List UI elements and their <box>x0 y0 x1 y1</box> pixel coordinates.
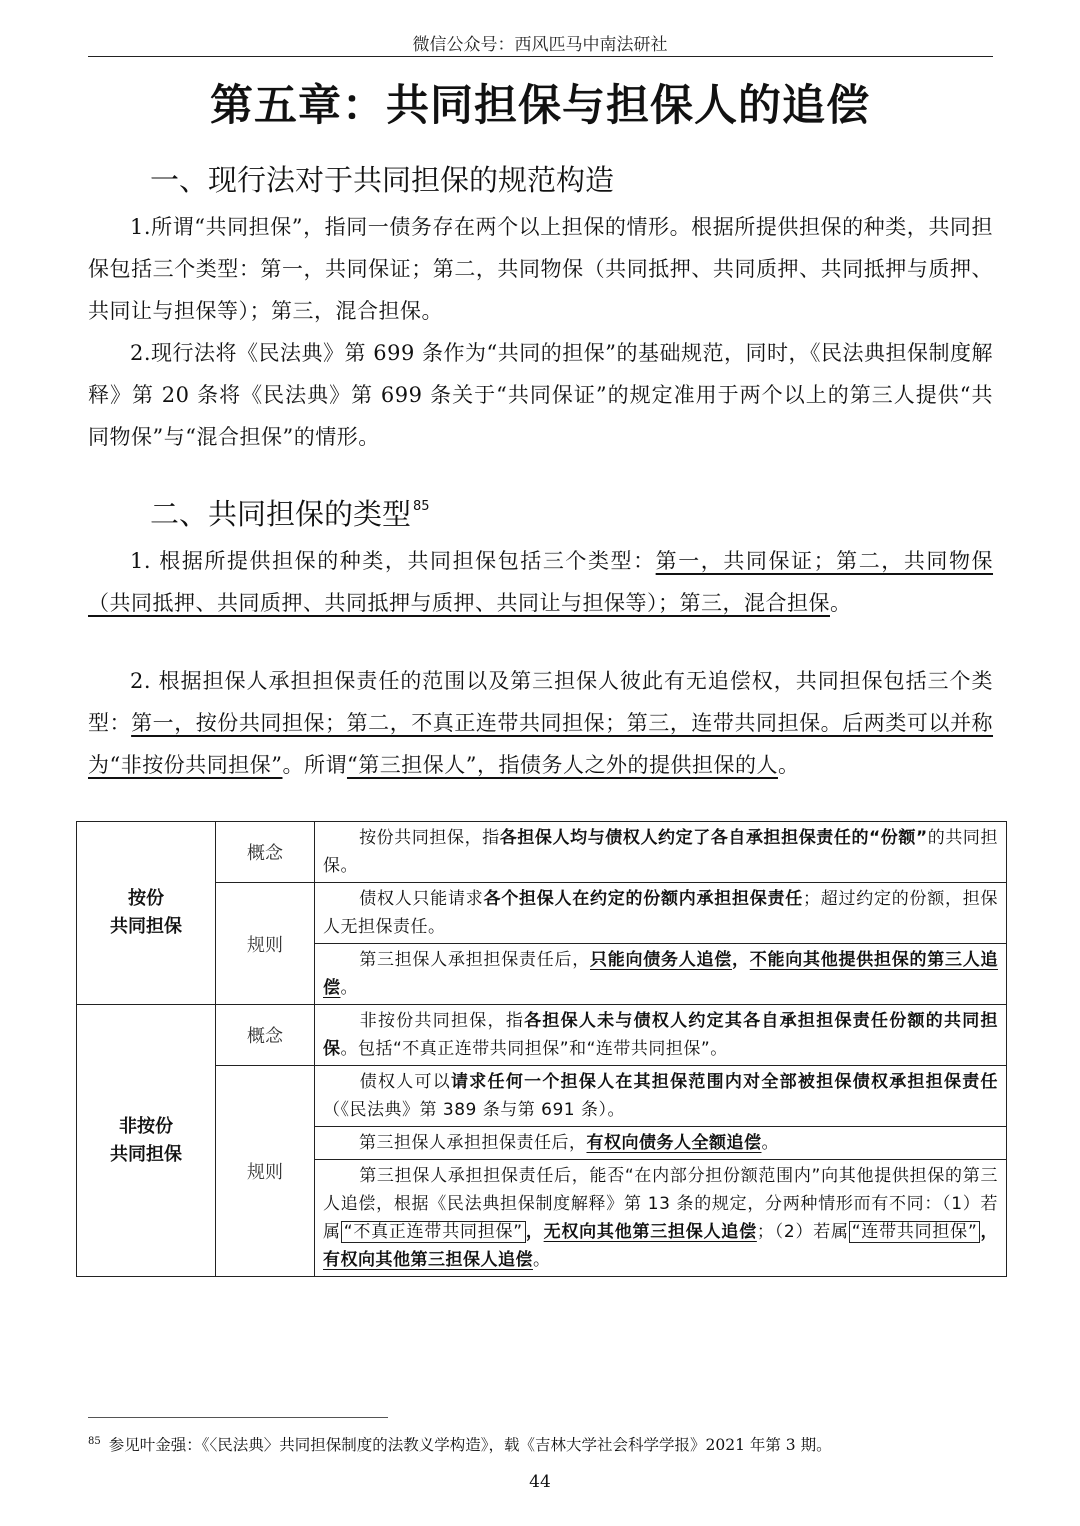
section-2-p1-lead: 1. 根据所提供担保的种类，共同担保包括三个类型： <box>130 549 656 573</box>
r7-e: ， <box>980 1222 999 1242</box>
r3-a: 第三担保人承担担保责任后， <box>359 950 590 970</box>
non-proportional-rule-1-cell <box>315 1066 1007 1127</box>
r3-b: 只能向债务人追偿 <box>590 950 732 970</box>
category-proportional <box>77 822 216 1005</box>
r6-a: 第三担保人承担担保责任后， <box>359 1133 587 1153</box>
boxed-term-2: “连带共同担保” <box>849 1221 981 1243</box>
r7-c: 无权向其他第三担保人追偿 <box>543 1222 757 1242</box>
r1-a: 按份共同担保，指 <box>359 828 500 848</box>
r4-a: 非按份共同担保，指 <box>359 1011 525 1031</box>
r1-b: 各担保人均与债权人约定了各自承担担保责任的“份额” <box>499 828 928 848</box>
table-row <box>77 1066 1007 1127</box>
page-number: 44 <box>529 1472 551 1492</box>
r2-a: 债权人只能请求 <box>359 889 484 909</box>
header-rule <box>88 56 993 57</box>
footnote-number: 85 <box>88 1436 101 1447</box>
section-2-p2-underlined-1: 第一，按份共同担保；第二，不真正连带共同担保；第三，连带共同担保。后两类可以并称为“非按份共同担保” <box>88 711 994 777</box>
footnote <box>88 1433 832 1455</box>
section-2-p2-lead: 2. 根据担保人承担担保责任的范围以及第三担保人彼此有无追偿权，共同担保包括三个类型： <box>88 669 993 735</box>
r7-g: 。 <box>533 1250 551 1270</box>
r7-b: ， <box>525 1222 544 1242</box>
r2-b: 各个担保人在约定的份额内承担担保责任 <box>483 889 803 909</box>
section-2-paragraph-1 <box>88 540 993 624</box>
chapter-title: 第五章：共同担保与担保人的追偿 <box>210 81 870 131</box>
r5-a: 债权人可以 <box>359 1072 452 1092</box>
section-2-paragraph-2 <box>88 660 993 786</box>
r6-c: 。 <box>761 1133 779 1153</box>
page-header: 微信公众号：西风匹马中南法研社 <box>412 35 668 55</box>
category-proportional-line-2: 共同担保 <box>110 916 182 937</box>
section-2-p1-underlined: 第一，共同保证；第二，共同物保（共同抵押、共同质押、共同抵押与质押、共同让与担保等）；第三，混合担保 <box>88 549 994 615</box>
non-proportional-concept-cell <box>315 1005 1007 1066</box>
r5-b: 请求任何一个担保人在其担保范围内对全部被担保债权承担担保责任 <box>451 1072 999 1092</box>
concept-label: 概念 <box>216 822 315 883</box>
boxed-term-1: “不真正连带共同担保” <box>341 1221 526 1243</box>
r5-c: （《民法典》第 389 条与第 691 条）。 <box>323 1100 626 1120</box>
non-proportional-rule-2-cell <box>315 1127 1007 1160</box>
r7-a: 第三担保人承担担保责任后，能否“在内部分担份额范围内”向其他提供担保的第三人追偿，根据《民法典担保制度解释》第 13 条的规定，分两种情形而有不同：（1）若属 <box>323 1166 998 1242</box>
section-1-paragraph-2-text: 2.现行法将《民法典》第 699 条作为“共同的担保”的基础规范，同时，《民法典担保制度解释》第 20 条将《民法典》第 699 条关于“共同保证”的规定准用于两个以上的第三人提供“共同物保”与“混合担保”的情形。 <box>88 341 993 449</box>
proportional-rule-2-cell <box>315 944 1007 1005</box>
table-row <box>77 883 1007 944</box>
section-2-p2-underlined-2: “第三担保人”，指债务人之外的提供担保的人 <box>346 753 778 777</box>
section-1-paragraph-1-text: 1.所谓“共同担保”，指同一债务存在两个以上担保的情形。根据所提供担保的种类，共同担保包括三个类型：第一，共同保证；第二，共同物保（共同抵押、共同质押、共同抵押与质押、共同让与担保等）；第三，混合担保。 <box>88 215 993 323</box>
table-row <box>77 822 1007 883</box>
section-2-p1-end: 。 <box>830 591 852 615</box>
category-non-proportional-line-1: 非按份 <box>119 1115 173 1137</box>
r7-f: 有权向其他第三担保人追偿 <box>323 1250 533 1270</box>
r6-b: 有权向债务人全额追偿 <box>586 1133 762 1153</box>
non-proportional-rule-3-cell <box>315 1160 1007 1277</box>
r1-c: 的共同担保。 <box>323 828 998 876</box>
category-non-proportional <box>77 1005 216 1277</box>
footnote-marker[interactable]: 85 <box>413 499 430 514</box>
table-row <box>77 1005 1007 1066</box>
section-1-paragraph-2 <box>88 332 993 458</box>
r3-c: ， <box>732 950 750 970</box>
r4-c: 。包括“不真正连带共同担保”和“连带共同担保”。 <box>340 1039 728 1059</box>
r3-e: 。 <box>340 978 358 998</box>
category-non-proportional-line-2: 共同担保 <box>110 1143 182 1165</box>
rule-label: 规则 <box>216 1066 315 1277</box>
r4-b: 各担保人未与债权人约定其各自承担担保责任份额的共同担保 <box>323 1011 999 1059</box>
guarantee-types-table <box>76 821 1007 1277</box>
proportional-rule-1-cell <box>315 883 1007 944</box>
section-1-title: 一、现行法对于共同担保的规范构造 <box>150 163 615 197</box>
r3-d: 不能向其他提供担保的第三人追偿 <box>323 950 998 998</box>
footnote-rule <box>88 1417 388 1418</box>
category-proportional-line-1: 按份 <box>128 888 164 909</box>
rule-label: 规则 <box>216 883 315 1005</box>
footnote-text: 参见叶金强：《〈民法典〉共同担保制度的法教义学构造》，载《吉林大学社会科学学报》2021 年第 3 期。 <box>108 1436 832 1454</box>
r2-c: ；超过约定的份额，担保人无担保责任。 <box>323 889 998 937</box>
concept-label: 概念 <box>216 1005 315 1066</box>
section-1-paragraph-1 <box>88 206 993 332</box>
section-2-title-text: 二、共同担保的类型 <box>150 497 412 531</box>
proportional-concept-cell <box>315 822 1007 883</box>
section-2-p2-end: 。 <box>777 753 800 777</box>
r7-d: ；（2）若属 <box>756 1222 849 1242</box>
section-2-title <box>150 492 430 533</box>
section-2-p2-mid: 。所谓 <box>282 753 347 777</box>
